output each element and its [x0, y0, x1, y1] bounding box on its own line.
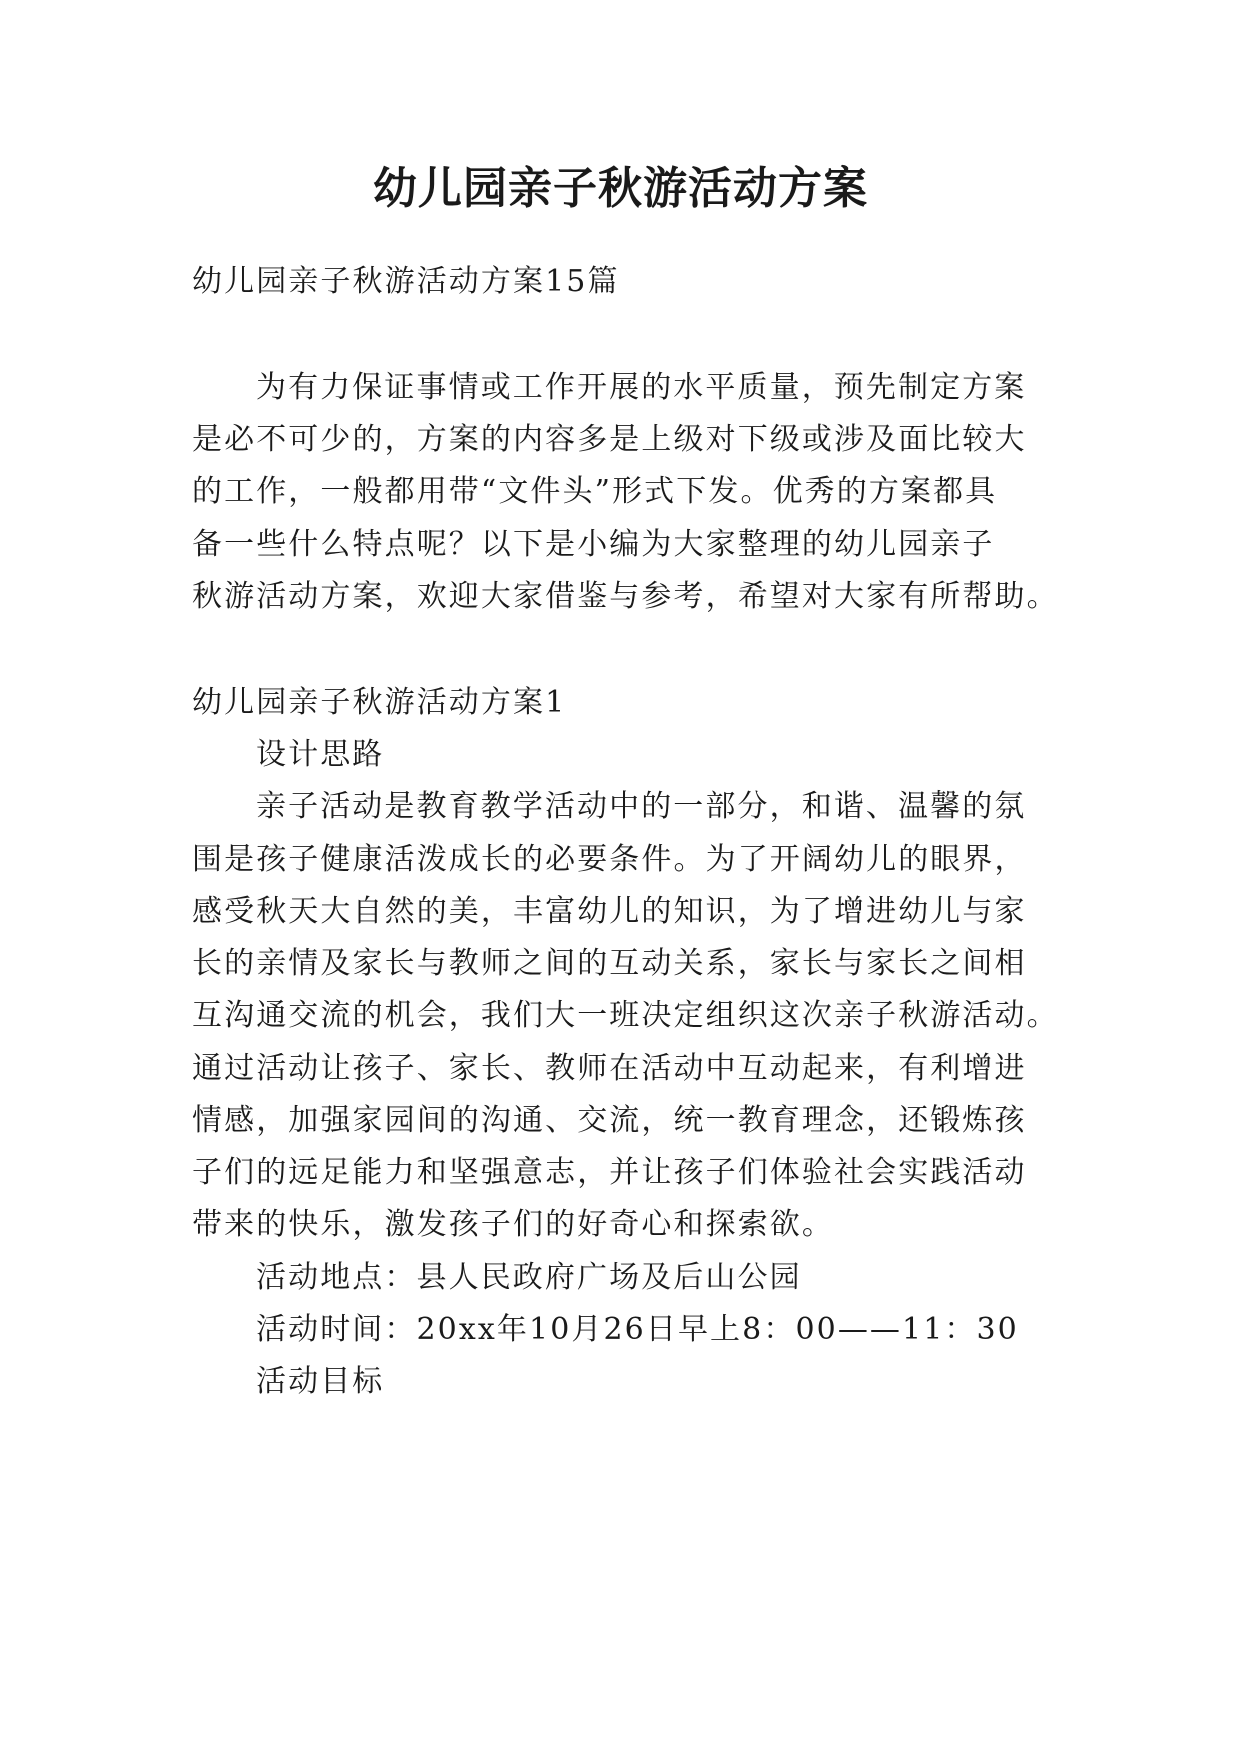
design-line: 亲子活动是教育教学活动中的一部分，和谐、温馨的氛 — [256, 789, 1027, 824]
intro-line: 是必不可少的，方案的内容多是上级对下级或涉及面比较大 — [192, 422, 1027, 457]
design-line: 通过活动让孩子、家长、教师在活动中互动起来，有利增进 — [192, 1051, 1027, 1086]
design-line: 感受秋天大自然的美，丰富幼儿的知识，为了增进幼儿与家 — [192, 894, 1027, 929]
intro-line: 为有力保证事情或工作开展的水平质量，预先制定方案 — [256, 370, 1027, 405]
goal-heading: 活动目标 — [256, 1364, 385, 1399]
design-line: 带来的快乐，激发孩子们的好奇心和探索欲。 — [192, 1207, 834, 1242]
design-line: 围是孩子健康活泼成长的必要条件。为了开阔幼儿的眼界， — [192, 842, 1027, 877]
design-line: 子们的远足能力和坚强意志，并让孩子们体验社会实践活动 — [192, 1155, 1027, 1190]
subtitle: 幼儿园亲子秋游活动方案15篇 — [192, 264, 620, 299]
intro-line: 的工作，一般都用带“文件头”形式下发。优秀的方案都具 — [192, 474, 998, 509]
intro-line: 备一些什么特点呢？以下是小编为大家整理的幼儿园亲子 — [192, 527, 995, 562]
section-heading: 幼儿园亲子秋游活动方案1 — [192, 685, 567, 720]
activity-time: 活动时间：20xx年10月26日早上8：00——11：30 — [256, 1312, 1019, 1347]
activity-location: 活动地点：县人民政府广场及后山公园 — [256, 1260, 802, 1295]
design-line: 长的亲情及家长与教师之间的互动关系，家长与家长之间相 — [192, 946, 1027, 981]
intro-line: 秋游活动方案，欢迎大家借鉴与参考，希望对大家有所帮助。 — [192, 579, 1059, 614]
design-line: 互沟通交流的机会，我们大一班决定组织这次亲子秋游活动。 — [192, 998, 1059, 1033]
design-line: 情感，加强家园间的沟通、交流，统一教育理念，还锻炼孩 — [192, 1103, 1027, 1138]
document-title: 幼儿园亲子秋游活动方案 — [373, 163, 868, 214]
design-heading: 设计思路 — [256, 737, 385, 772]
